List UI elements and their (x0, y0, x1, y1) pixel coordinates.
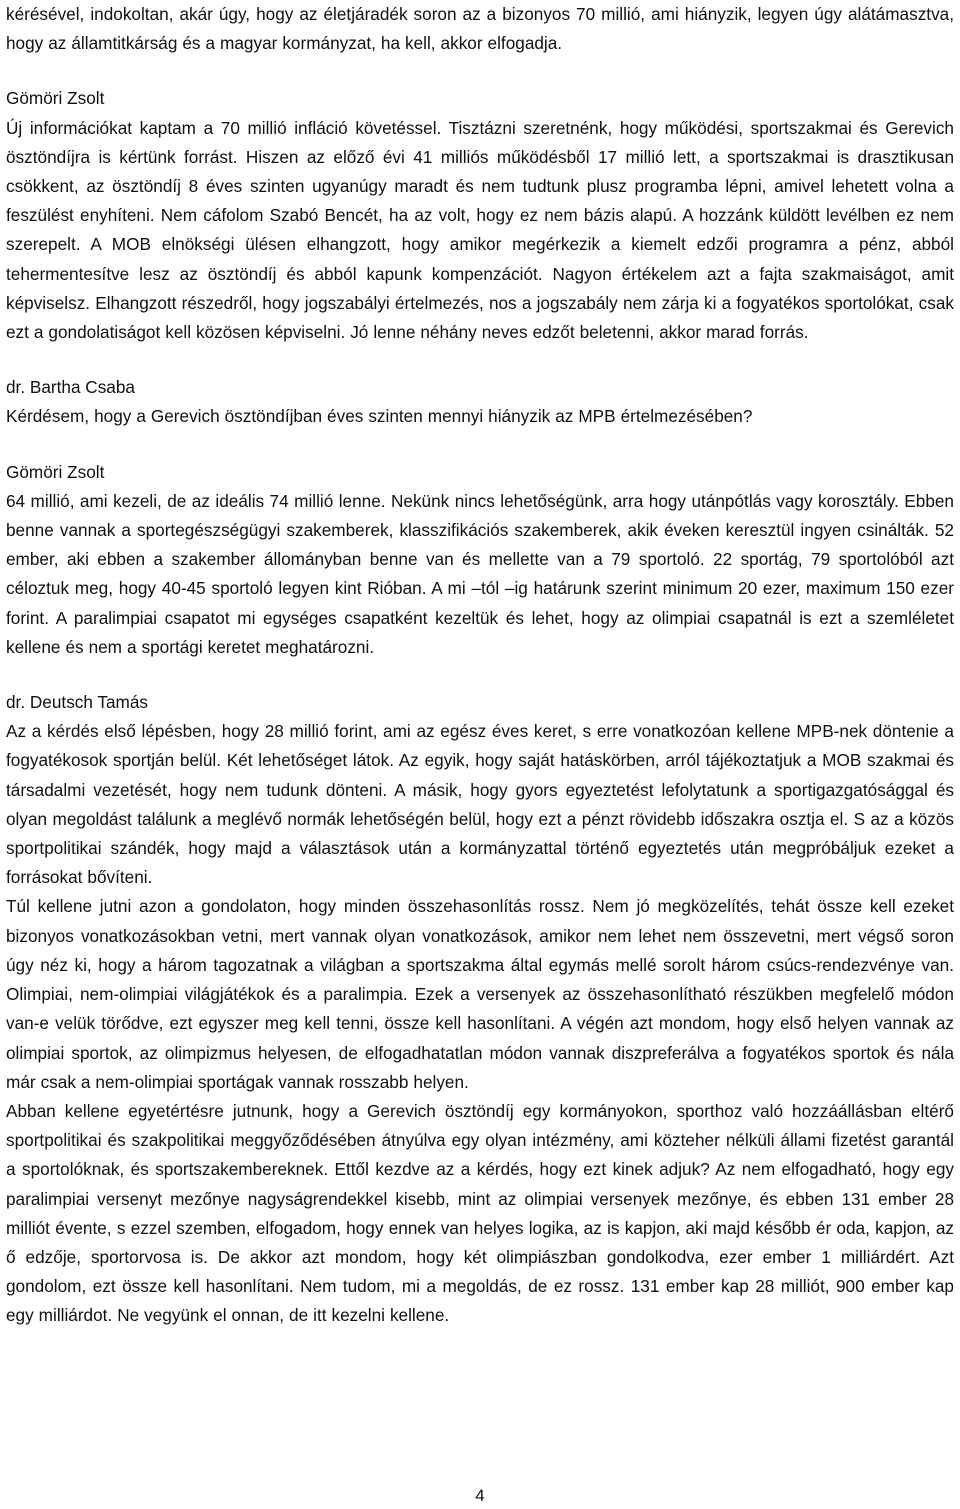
document-page (6, 0, 954, 1331)
section-deutsch (6, 688, 954, 1330)
paragraph: Abban kellene egyetértésre jutnunk, hogy a Gerevich ösztöndíj egy kormányokon, sporthoz való hozzáállásban eltérő sportpolitikai és szakpolitikai meggyőződésében átnyúlva egy olyan intézmény, ami közteher nélküli állami fizetést garantál a sportolóknak, és sportszakembereknek. Ettől kezdve az a kérdés, hogy ezt kinek adjuk? Az nem elfogadható, hogy egy paralimpiai versenyt mezőnye nagyságrendekkel kisebb, mint az olimpiai versenyek mezőnye, és ebben 131 ember 28 milliót évente, s ezzel szemben, elfogadom, hogy ennek van helyes logika, az is kapjon, aki majd később ér oda, kapjon, az ő edzője, sportorvosa is. De akkor azt mondom, hogy két olimpiászban gondolkodva, ezer ember 1 milliárdért. Azt gondolom, ezt össze kell hasonlítani. Nem tudom, mi a megoldás, de ez rossz. 131 ember kap 28 milliót, 900 ember kap egy milliárdot. Ne vegyünk el onnan, de itt kezelni kellene. (6, 1100, 954, 1326)
section-intro (6, 0, 954, 58)
section-gomori-2 (6, 458, 954, 662)
paragraph: kérésével, indokoltan, akár úgy, hogy az életjáradék soron az a bizonyos 70 millió, ami hiányzik, legyen úgy alátámasztva, hogy az államtitkárság és a magyar kormányzat, ha kell, akkor elfogadja. (6, 4, 954, 54)
speaker-name: dr. Deutsch Tamás (6, 692, 149, 713)
paragraph: Új információkat kaptam a 70 millió infláció követéssel. Tisztázni szeretnénk, hogy működési, sportszakmai és Gerevich ösztöndíjra is kértünk forrást. Hiszen az előző évi 41 milliós működésből 17 millió lett, a sportszakmai is drasztikusan csökkent, az ösztöndíj 8 éves szinten ugyanúgy maradt és nem tudtunk plusz programba lépni, amivel lehetett volna a feszülést enyhíteni. Nem cáfolom Szabó Bencét, ha az volt, hogy ez nem bázis alapú. A hozzánk küldött levélben ez nem szerepelt. A MOB elnökségi ülésen elhangzott, hogy amikor megérkezik a kiemelt edzői programra a pénz, abból tehermentesítve lesz az ösztöndíj és abból kapunk kompenzációt. Nagyon értékelem azt a fajta szakmaiságot, amit képviselsz. Elhangzott részedről, hogy jogszabályi értelmezés, nos a jogszabály nem zárja ki a fogyatékos sportolókat, csak ezt a gondolatiságot kell közösen képviselni. Jó lenne néhány neves edzőt beletenni, akkor marad forrás. (6, 117, 954, 343)
paragraph: Kérdésem, hogy a Gerevich ösztöndíjban éves szinten mennyi hiányzik az MPB értelmezésében? (6, 406, 753, 427)
section-gap (6, 58, 954, 84)
speaker-name: dr. Bartha Csaba (6, 377, 135, 398)
speaker-name: Gömöri Zsolt (6, 461, 105, 482)
paragraph: Túl kellene jutni azon a gondolaton, hogy minden összehasonlítás rossz. Nem jó megközelítés, tehát össze kell ezeket bizonyos vonatkozásokban vetni, mert vannak olyan vonatkozások, amikor nem lehet nem összevetni, mert végső soron úgy néz ki, hogy a három tagozatnak a világban a sportszakma által egymás mellé sorolt három csúcs-rendezvénye van. Olimpiai, nem-olimpiai világjátékok és a paralimpia. Ezek a versenyek az összehasonlítható részükben megfelelő módon van-e velük törődve, ezt egyszer meg kell tenni, össze kell hasonlítani. A végén azt mondom, hogy első helyen vannak az olimpiai sportok, az olimpizmus helyesen, de elfogadhatatlan módon vannak diszpreferálva a fogyatékos sportok és nála már csak a nem-olimpiai sportágak vannak rosszabb helyen. (6, 896, 954, 1092)
section-bartha (6, 373, 954, 431)
section-gomori-1 (6, 84, 954, 347)
speaker-name: Gömöri Zsolt (6, 88, 105, 109)
page-number: 4 (475, 1486, 485, 1505)
section-gap (6, 347, 954, 373)
paragraph: Az a kérdés első lépésben, hogy 28 millió forint, ami az egész éves keret, s erre vonatkozóan kellene MPB-nek döntenie a fogyatékosok sportján belül. Két lehetőséget látok. Az egyik, hogy saját hatáskörben, arról tájékoztatjuk a MOB szakmai és társadalmi vezetését, hogy nem tudunk dönteni. A másik, hogy gyors egyeztetést lefolytatunk a sportigazgatósággal és olyan megoldást találunk a meglévő normák lehetőségén belül, hogy ezt a pénzt rövidebb időszakra osztja el. S az a közös sportpolitikai szándék, hogy majd a választások után a kormányzattal történő egyeztetés után megpróbáljuk ezeket a forrásokat bővíteni. (6, 721, 954, 888)
paragraph: 64 millió, ami kezeli, de az ideális 74 millió lenne. Nekünk nincs lehetőségünk, arra hogy utánpótlás vagy korosztály. Ebben benne vannak a sportegészségügyi szakemberek, klasszifikációs szakemberek, akik éveken keresztül ingyen csinálták. 52 ember, aki ebben a szakember állományban benne van és mellette van a 79 sportoló. 22 sportág, 79 sportolóból azt céloztuk meg, hogy 40-45 sportoló legyen kint Rióban. A mi –tól –ig határunk szerint minimum 20 ezer, maximum 150 ezer forint. A paralimpiai csapatot mi egységes csapatként kezeltük és lehet, hogy az olimpiai csapatnál is ezt a szemléletet kellene és nem a sportági keretet meghatározni. (6, 490, 954, 657)
section-gap (6, 662, 954, 688)
section-gap (6, 432, 954, 458)
